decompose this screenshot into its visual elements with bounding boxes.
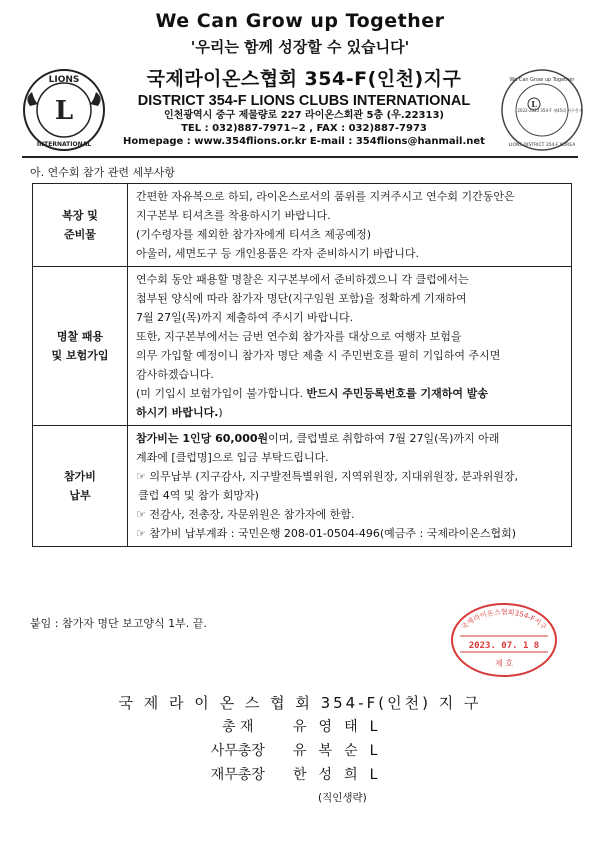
- details-table: [32, 183, 572, 547]
- signature-officer-secretary: 사무총장 유복순L: [210, 743, 390, 759]
- row-label-dress: 복장 및 준비물: [33, 184, 128, 267]
- org-address: 인천광역시 중구 제물량로 227 라이온스회관 5층 (우.22313): [164, 110, 444, 121]
- table-row: [33, 184, 572, 267]
- header-divider: [22, 156, 578, 158]
- receipt-stamp: [448, 600, 560, 680]
- row-label-fee: 참가비 납부: [33, 426, 128, 547]
- row-content-badge-insurance: 연수회 동안 패용할 명찰은 지구본부에서 준비하겠으니 각 클럽에서는 첨부된 양식에 따라 참가자 명단(지구임원 포함)을 정확하게 기재하여 7월 27일(목)까지 제출하여 주시기 바랍니다. 또한, 지구본부에서는 금번 연수회 참가자를 대상으로 여행자 보험을 의무 가입할 예정이니 참가자 명단 제출 시 주민번호를 필히 기입하여 주시면 감사하겠습니다. (미 기입시 보험가입이 불가합니다. 반드시 주민등록번호를 기재하여 발송 하시기 바랍니다.): [128, 267, 572, 426]
- signature-org-title: 국 제 라 이 온 스 협 회 354-F(인천) 지 구: [118, 694, 482, 712]
- attachment-note: 붙임 : 참가자 명단 보고양식 1부. 끝.: [30, 617, 207, 630]
- org-name-korean: 국제라이온스협회 354-F(인천)지구: [146, 68, 462, 90]
- row-label-badge-insurance: 명찰 패용 및 보험가입: [33, 267, 128, 426]
- row-content-fee: 참가비는 1인당 60,000원이며, 클럽별로 취합하여 7월 27일(목)까지 아래 계좌에 [클럽명]으로 입금 부탁드립니다. ☞ 의무납부 (지구감사, 지구발전특별위원, 지역위원장, 지대위원장, 분과위원장, 클럽 4역 및 참가 회망자) ☞ 전감사, 전총장, 자문위원은 참가자에 한함. ☞ 참가비 납부계좌 : 국민은행 208-01-0504-496(예금주 : 국제라이온스협회): [128, 426, 572, 547]
- seal-omitted-note: (직인생략): [318, 792, 367, 804]
- stamp-bottom-text: 제 호: [495, 659, 513, 668]
- org-homepage-email: Homepage : www.354flions.or.kr E-mail : 354flions@hanmail.net: [123, 136, 485, 147]
- logo-right-mid-text: 2022-2023 354-F 제45대 지구총재: [517, 108, 583, 113]
- table-row: [33, 426, 572, 547]
- logo-right-bottom-text: LIONS DISTRICT 354-F KOREA: [508, 143, 576, 148]
- lions-emblem-logo: [22, 68, 106, 152]
- svg-text:L: L: [54, 96, 74, 126]
- logo-left-top-text: LIONS: [48, 75, 80, 85]
- logo-right-top-text: We Can Grow up Together: [509, 77, 575, 83]
- row-content-dress: 간편한 자유복으로 하되, 라이온스로서의 품위를 지켜주시고 연수회 기간동안은 지구본부 티셔츠를 착용하시기 바랍니다. (기수령자를 제외한 참가자에게 티셔츠 제공예정) 아울러, 세면도구 등 개인용품은 각자 준비하시기 바랍니다.: [128, 184, 572, 267]
- stamp-date: 2023. 07. 1 8: [468, 641, 540, 651]
- svg-text:L: L: [531, 99, 537, 109]
- payment-account: ☞ 참가비 납부계좌 : 국민은행 208-01-0504-496(예금주 : 국제라이온스협회): [136, 527, 516, 540]
- slogan-english: We Can Grow up Together: [155, 10, 445, 32]
- section-title: 아. 연수회 참가 관련 세부사항: [30, 166, 175, 179]
- district-emblem-logo: [500, 68, 584, 152]
- table-row: [33, 267, 572, 426]
- org-name-english: DISTRICT 354-F LIONS CLUBS INTERNATIONAL: [137, 93, 471, 109]
- fee-amount: 참가비는 1인당 60,000원: [136, 432, 269, 445]
- signature-officer-president: 총 재 유영태L: [222, 719, 390, 735]
- slogan-korean: '우리는 함께 성장할 수 있습니다': [190, 38, 410, 56]
- org-tel-fax: TEL : 032)887-7971~2 , FAX : 032)887-7973: [181, 123, 427, 134]
- signature-officer-treasurer: 재무총장 한성희L: [210, 767, 390, 783]
- insurance-note: (미 기입시 보험가입이 불가합니다. 반드시 주민등록번호를 기재하여 발송: [136, 387, 489, 400]
- logo-left-bottom-text: INTERNATIONAL: [36, 141, 92, 148]
- letterhead: [112, 64, 496, 148]
- stamp-top-text: 국제라이온스협회354-F지구: [460, 608, 548, 632]
